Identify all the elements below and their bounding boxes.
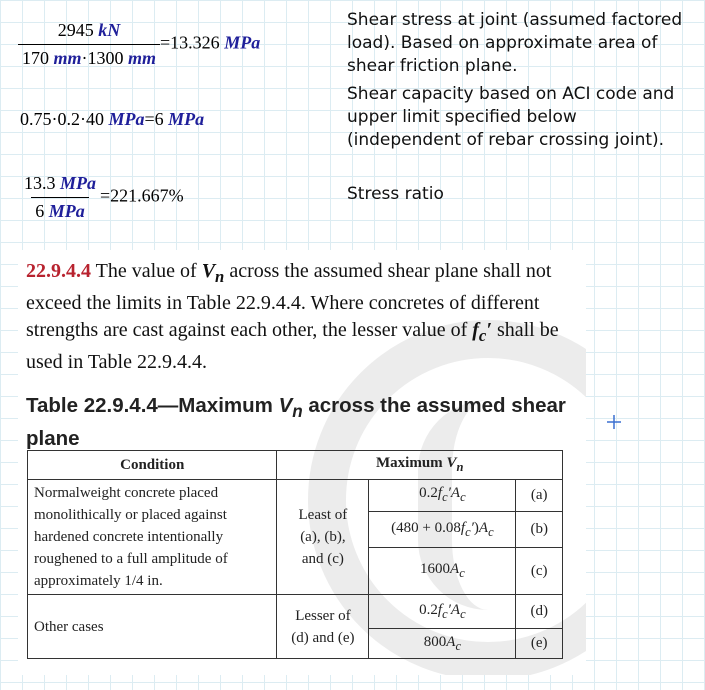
limit-cell: $0.2f_c'A_c$ bbox=[369, 480, 516, 512]
numerator-value: 2945 bbox=[57, 20, 99, 40]
limit-tag: (c) bbox=[516, 548, 563, 595]
limit-tag: (d) bbox=[516, 595, 563, 629]
calc-stress-ratio[interactable] bbox=[20, 173, 184, 222]
group-cell: Lesser of (d) and (e) bbox=[277, 595, 369, 659]
table-row bbox=[28, 595, 563, 629]
header-condition: Condition bbox=[28, 451, 277, 480]
denominator: 170 mm·1300 mm bbox=[18, 44, 160, 69]
calc-shear-capacity[interactable]: 0.75·0.2·40 MPa=6 MPa bbox=[20, 109, 205, 129]
table-row bbox=[28, 480, 563, 512]
fraction bbox=[18, 20, 160, 69]
note-stress-ratio: Stress ratio bbox=[347, 184, 444, 204]
fraction bbox=[20, 173, 100, 222]
group-cell: Least of (a), (b), and (c) bbox=[277, 480, 369, 595]
calc-shear-stress[interactable] bbox=[18, 20, 260, 69]
aci-code-excerpt-image[interactable] bbox=[18, 250, 586, 675]
table-title: Table 22.9.4.4—Maximum $V_n$ across the assumed shear plane bbox=[26, 394, 566, 451]
limit-cell: $(480 + 0.08f_c')A_c$ bbox=[369, 511, 516, 547]
denominator: 6 MPa bbox=[31, 197, 89, 222]
limit-tag: (b) bbox=[516, 511, 563, 547]
result: =13.326 MPa bbox=[160, 32, 261, 53]
numerator: 13.3 MPa bbox=[24, 173, 96, 193]
result: =221.667% bbox=[100, 185, 184, 206]
max-vn-table bbox=[27, 450, 563, 659]
note-shear-stress: Shear stress at joint (assumed factored load). Based on approximate area of shear friction plane. bbox=[347, 10, 683, 76]
unit-kn: kN bbox=[98, 20, 121, 40]
limit-cell: $1600A_c$ bbox=[369, 548, 516, 595]
clause-paragraph: 22.9.4.4 The value of $V_n$ across the assumed shear plane shall not exceed the limits in Table 22.9.4.4. Where concretes of different strengths are cast against each other, the lesser value of $f_c'$ shall be used in Table 22.9.4.4. bbox=[26, 260, 559, 373]
limit-cell: $800A_c$ bbox=[369, 629, 516, 659]
limit-tag: (e) bbox=[516, 629, 563, 659]
condition-cell: Other cases bbox=[28, 595, 277, 659]
condition-cell: Normalweight concrete placed monolithically or placed against hardened concrete intentionally roughened to a full amplitude of approximately 1/4 in. bbox=[28, 480, 277, 595]
crosshair-icon bbox=[606, 414, 622, 430]
table-header-row bbox=[28, 451, 563, 480]
header-maximum-vn: Maximum $V_n$ bbox=[277, 451, 563, 480]
limit-tag: (a) bbox=[516, 480, 563, 512]
clause-number: 22.9.4.4 bbox=[26, 260, 91, 282]
numerator bbox=[54, 20, 125, 44]
note-shear-capacity: Shear capacity based on ACI code and upper limit specified below (independent of rebar crossing joint). bbox=[347, 84, 675, 150]
limit-cell: $0.2f_c'A_c$ bbox=[369, 595, 516, 629]
